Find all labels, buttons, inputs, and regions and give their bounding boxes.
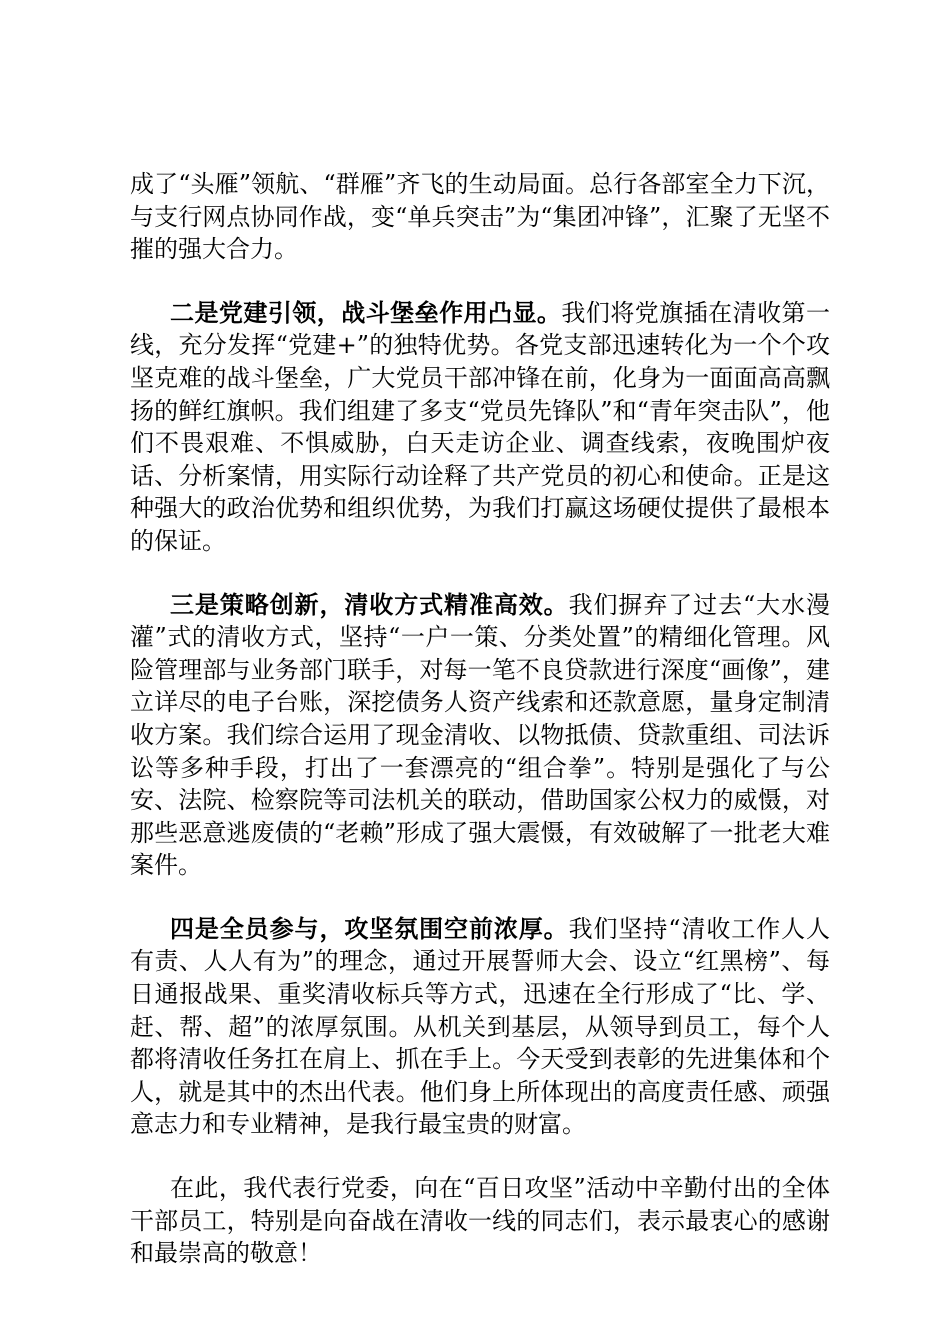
- paragraph-heading: 三是策略创新，清收方式精准高效。: [170, 590, 569, 619]
- paragraph-heading: 四是全员参与，攻坚氛围空前浓厚。: [170, 914, 569, 943]
- paragraph-text: 我们坚持“清收工作人人有责、人人有为”的理念，通过开展誓师大会、设立“红黑榜”、每日通报战果、重奖清收标兵等方式，迅速在全行形成了“比、学、赶、帮、超”的浓厚氛围。从机关到基层，从领导到员工，每个人都将清收任务扛在肩上、抓在手上。今天受到表彰的先进集体和个人，就是其中的杰出代表。他们身上所体现出的高度责任感、顽强意志力和专业精神，是我行最宝贵的财富。: [130, 914, 831, 1139]
- paragraph-participation: [130, 913, 830, 1141]
- paragraph-continuation: [130, 168, 830, 266]
- paragraph-party-building: [130, 297, 830, 558]
- paragraph-text: 我们将党旗插在清收第一线，充分发挥“党建+”的独特优势。各党支部迅速转化为一个个攻坚克难的战斗堡垒，广大党员干部冲锋在前，化身为一面面高高飘扬的鲜红旗帜。我们组建了多支“党员先锋队”和“青年突击队”，他们不畏艰难、不惧威胁，白天走访企业、调查线索，夜晚围炉夜话、分析案情，用实际行动诠释了共产党员的初心和使命。正是这种强大的政治优势和组织优势，为我们打赢这场硬仗提供了最根本的保证。: [130, 298, 831, 555]
- paragraph-text: 在此，我代表行党委，向在“百日攻坚”活动中辛勤付出的全体干部员工，特别是向奋战在清收一线的同志们，表示最衷心的感谢和最崇高的敬意！: [130, 1174, 830, 1268]
- paragraph-strategy: [130, 589, 830, 882]
- document-body: [130, 168, 830, 1301]
- paragraph-text: 我们摒弃了过去“大水漫灌”式的清收方式，坚持“一户一策、分类处置”的精细化管理。风险管理部与业务部门联手，对每一笔不良贷款进行深度“画像”，建立详尽的电子台账，深挖债务人资产线索和还款意愿，量身定制清收方案。我们综合运用了现金清收、以物抵债、贷款重组、司法诉讼等多种手段，打出了一套漂亮的“组合拳”。特别是强化了与公安、法院、检察院等司法机关的联动，借助国家公权力的威慑，对那些恶意逃废债的“老赖”形成了强大震慑，有效破解了一批老大难案件。: [130, 590, 831, 880]
- paragraph-thanks: [130, 1172, 830, 1270]
- paragraph-text: 成了“头雁”领航、“群雁”齐飞的生动局面。总行各部室全力下沉，与支行网点协同作战，变“单兵突击”为“集团冲锋”，汇聚了无坚不摧的强大合力。: [130, 170, 830, 264]
- paragraph-heading: 二是党建引领，战斗堡垒作用凸显。: [170, 298, 562, 327]
